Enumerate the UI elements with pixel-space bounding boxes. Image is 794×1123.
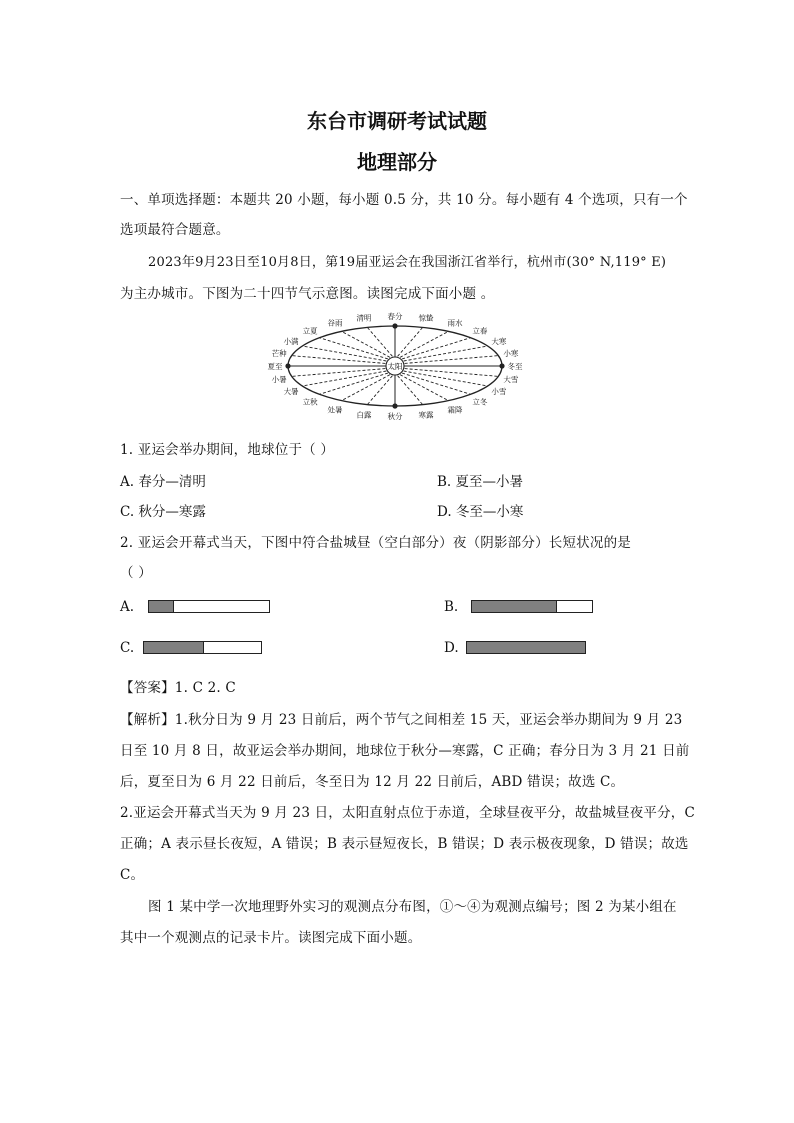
q2-option-a[interactable]: A. (120, 599, 135, 615)
solar-term-label: 处暑 (327, 405, 343, 415)
solar-term-label: 白露 (356, 410, 372, 420)
solar-terms-diagram (262, 306, 532, 424)
intro-text-cont: 为主办城市。下图为二十四节气示意图。读图完成下面小题 。 (120, 286, 495, 302)
solar-term-label: 立秋 (302, 397, 318, 407)
solar-term-label: 大暑 (283, 387, 299, 396)
solar-term-label: 春分 (387, 312, 403, 321)
analysis-line: 2.亚运会开幕式当天为 9 月 23 日，太阳直射点位于赤道，全球昼夜平分，故盐城昼夜平分，C (120, 805, 696, 821)
next-intro-cont: 其中一个观测点的记录卡片。读图完成下面小题。 (120, 930, 422, 946)
analysis-line: 日至 10 月 8 日，故亚运会举办期间，地球位于秋分—寒露，C 正确；春分日为 3 月 21 日前 (120, 743, 690, 759)
next-intro: 图 1 某中学一次地理野外实习的观测点分布图，①～④为观测点编号；图 2 为某小组在 (148, 899, 677, 915)
answer: 【答案】1. C 2. C (120, 680, 236, 696)
question-1-stem: 1. 亚运会举办期间，地球位于（ ） (120, 442, 335, 458)
section-header-cont: 选项最符合题意。 (120, 222, 230, 238)
q1-option-b[interactable]: B. 夏至—小暑 (437, 474, 524, 490)
question-2-stem-cont: （ ） (120, 565, 152, 581)
subject-title: 地理部分 (357, 150, 437, 174)
solar-term-label: 冬至 (507, 362, 523, 371)
solar-term-label: 夏至 (267, 362, 283, 371)
sun-label: 太阳 (387, 362, 403, 371)
solar-term-label: 立春 (472, 326, 488, 336)
solar-term-label: 大雪 (503, 374, 519, 384)
q1-option-a[interactable]: A. 春分—清明 (120, 474, 206, 490)
q2-bar-b (471, 600, 593, 613)
analysis-line: 后，夏至日为 6 月 22 日前后，冬至日为 12 月 22 日前后，ABD 错误；故选 C。 (120, 774, 625, 790)
night-fill-d (467, 642, 585, 653)
solar-term-label: 秋分 (387, 412, 403, 421)
q2-bar-d (466, 641, 586, 654)
solar-term-label: 霜降 (447, 405, 463, 415)
solar-term-label: 惊蛰 (418, 313, 434, 323)
solar-term-label: 立夏 (302, 326, 318, 336)
analysis-line: 【解析】1.秋分日为 9 月 23 日前后，两个节气之间相差 15 天，亚运会举办期间为 9 月 23 (120, 712, 683, 728)
intro-text: 2023年9月23日至10月8日，第19届亚运会在我国浙江省举行，杭州市(30° N,119° E) (148, 255, 667, 270)
solar-term-label: 大寒 (491, 337, 507, 346)
solar-term-label: 清明 (356, 313, 372, 323)
solar-term-label: 芒种 (271, 349, 287, 359)
q2-bar-c (143, 641, 262, 654)
solar-term-label: 小满 (283, 337, 299, 346)
q1-option-d[interactable]: D. 冬至—小寒 (437, 504, 524, 520)
analysis-line: C。 (120, 867, 145, 883)
question-2-stem: 2. 亚运会开幕式当天，下图中符合盐城昼（空白部分）夜（阴影部分）长短状况的是 (120, 535, 631, 551)
solar-term-label: 谷雨 (327, 318, 343, 328)
q2-option-d[interactable]: D. (444, 640, 459, 656)
night-fill-b (472, 601, 557, 612)
solar-term-label: 小寒 (503, 349, 519, 359)
night-fill-a (149, 601, 174, 612)
night-fill-c (144, 642, 204, 653)
analysis-line: 正确；A 表示昼长夜短，A 错误；B 表示昼短夜长，B 错误；D 表示极夜现象，D 错误；故选 (120, 836, 689, 852)
q2-bar-a (148, 600, 270, 613)
solar-term-label: 寒露 (418, 410, 434, 420)
q2-option-b[interactable]: B. (444, 599, 459, 615)
solar-term-label: 立冬 (472, 397, 488, 407)
q2-option-c[interactable]: C. (120, 640, 135, 656)
solar-term-label: 雨水 (447, 318, 463, 328)
section-header: 一、单项选择题：本题共 20 小题，每小题 0.5 分，共 10 分。每小题有 4 个选项，只有一个 (120, 192, 688, 208)
solar-term-label: 小雪 (491, 387, 507, 396)
q1-option-c[interactable]: C. 秋分—寒露 (120, 504, 206, 520)
page-title: 东台市调研考试试题 (307, 109, 487, 133)
solar-term-label: 小暑 (271, 374, 287, 384)
